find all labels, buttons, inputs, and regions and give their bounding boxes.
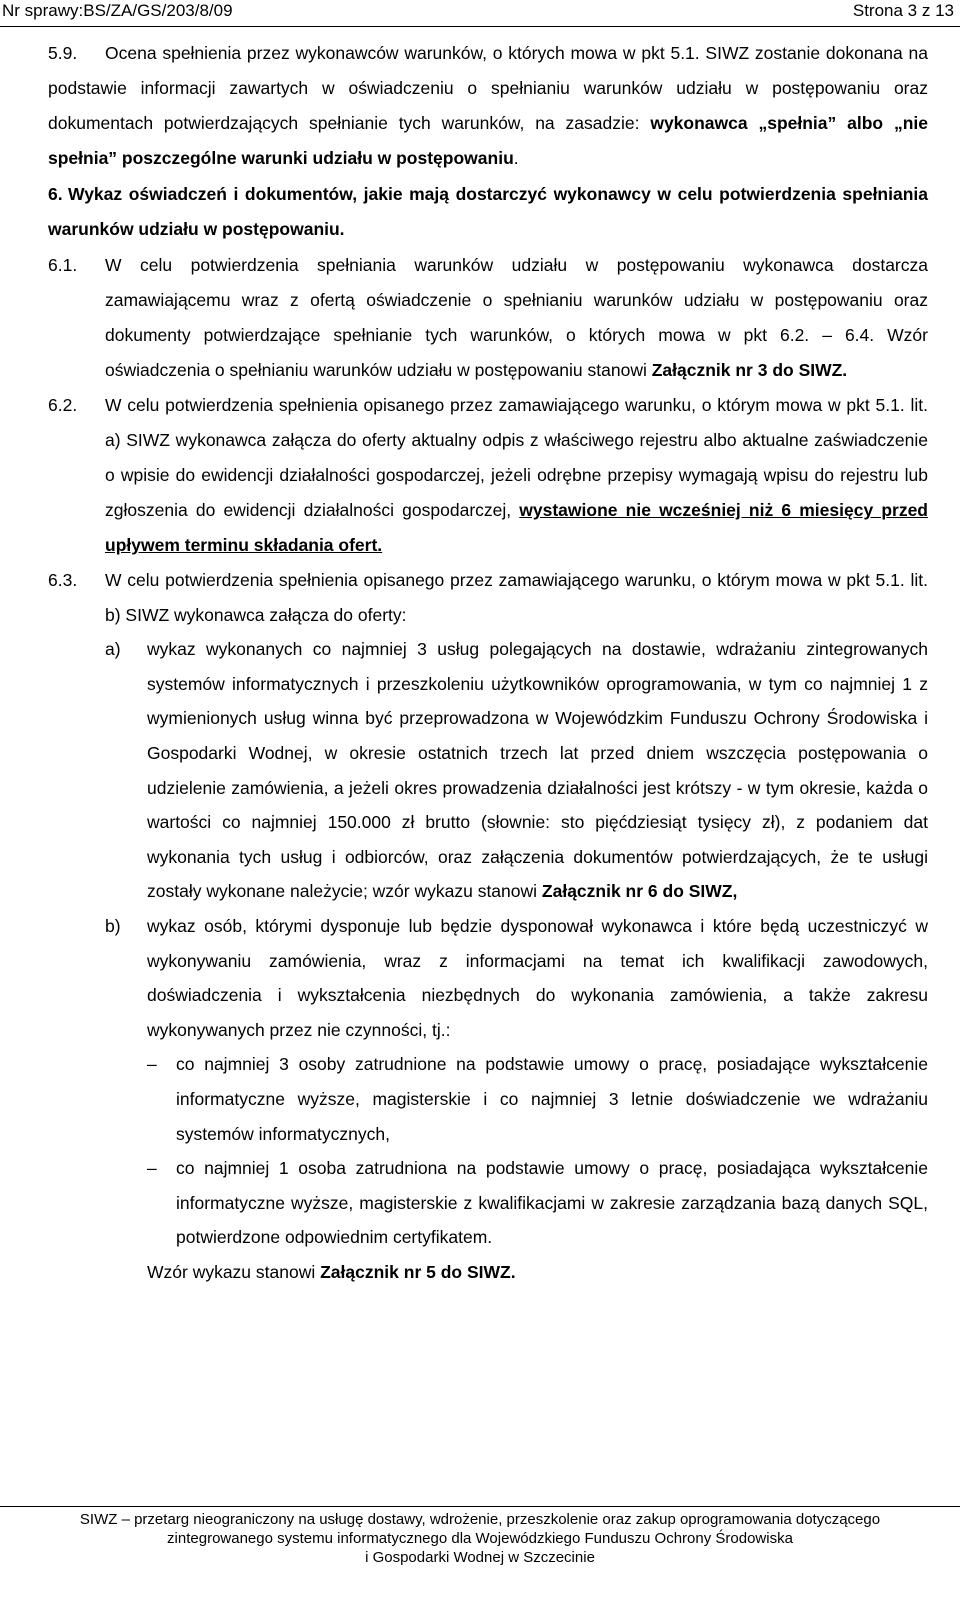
underlined-requirement: wystawione nie wcześniej niż 6 miesięcy przed upływem terminu składania ofert. — [105, 500, 929, 555]
template-note — [147, 1255, 928, 1290]
section-6-2 — [48, 388, 928, 563]
paragraph-text: Ocena spełnienia przez wykonawców warunków, o których mowa w pkt 5.1. SIWZ zostanie dokonana na podstawie informacji zawartych w oświadczeniu o spełnianiu warunków udziału w postępowaniu oraz dokumentach potwierdzających spełnianie tych warunków, na zasadzie: — [48, 43, 928, 133]
section-number: 6.1. — [48, 255, 78, 275]
footer-line: SIWZ – przetarg nieograniczony na usługę dostawy, wdrożenie, przeszkolenie oraz zakup oprogramowania dotyczącego — [79, 1511, 881, 1528]
section-6-1 — [48, 248, 928, 388]
footer-line: i Gospodarki Wodnej w Szczecinie — [365, 1549, 595, 1566]
template-note-text: Wzór wykazu stanowi — [147, 1261, 321, 1282]
paragraph-text: W celu potwierdzenia spełnienia opisanego przez zamawiającego warunku, o którym mowa w pkt 5.1. lit. b) SIWZ wykonawca załącza do oferty: — [105, 570, 928, 625]
section-6-3 — [48, 563, 928, 1289]
page-number: Strona 3 z 13 — [852, 1, 954, 20]
document-body — [48, 36, 928, 1289]
section-number: 6. — [48, 184, 63, 204]
section-heading: Wykaz oświadczeń i dokumentów, jakie mają dostarczyć wykonawcy w celu potwierdzenia spełniania warunków udziału w postępowaniu. — [48, 184, 928, 239]
dash-list — [147, 1047, 928, 1255]
dash-item — [147, 1151, 928, 1255]
paragraph-text: W celu potwierdzenia spełniania warunków udziału w postępowaniu wykonawca dostarcza zamawiającemu wraz z ofertą oświadczenie o spełnianiu warunków udziału w postępowaniu oraz dokumenty potwierdzające spełnianie tych warunków, o których mowa w pkt 6.2. – 6.4. Wzór oświadczenia o spełnianiu warunków udziału w postępowaniu stanowi — [105, 255, 928, 380]
case-number: Nr sprawy:BS/ZA/GS/203/8/09 — [2, 1, 233, 20]
section-number: 6.2. — [48, 395, 78, 415]
dash-item — [147, 1047, 928, 1151]
dash-icon: – — [147, 1158, 157, 1179]
footer-line: zintegrowanego systemu informatycznego dla Wojewódzkiego Funduszu Ochrony Środowiska — [167, 1530, 793, 1547]
list-item-b — [105, 909, 928, 1290]
section-number: 5.9. — [48, 43, 78, 63]
dash-item-text: co najmniej 1 osoba zatrudniona na podstawie umowy o pracę, posiadająca wykształcenie informatyczne wyższe, magisterskie z kwalifikacjami w zakresie zarządzania bazą danych SQL, potwierdzone odpowiednim certyfikatem. — [176, 1158, 928, 1248]
section-6-heading — [48, 177, 928, 247]
paragraph-end: . — [513, 148, 519, 168]
list-label: b) — [105, 915, 121, 936]
dash-item-text: co najmniej 3 osoby zatrudnione na podstawie umowy o pracę, posiadające wykształcenie informatyczne wyższe, magisterskie i co najmniej 3 letnie doświadczenie we wdrażaniu systemów informatycznych, — [176, 1054, 928, 1144]
list-label: a) — [105, 639, 121, 660]
list-item-text: wykaz wykonanych co najmniej 3 usług polegających na dostawie, wdrażaniu zintegrowanych systemów informatycznych i przeszkoleniu użytkowników oprogramowania, w tym co najmniej 1 z wymienionych usług winna być przeprowadzona w Wojewódzkim Funduszu Ochrony Środowiska i Gospodarki Wodnej, w okresie ostatnich trzech lat przed dniem wszczęcia postępowania o udzielenie zamówienia, a jeżeli okres prowadzenia działalności jest krótszy - w tym okresie, każda o wartości co najmniej 150.000 zł brutto (słownie: sto pięćdziesiąt tysięcy zł), z podaniem dat wykonania tych usług i odbiorców, oraz załączenia dokumentów potwierdzających, że te usługi zostały wykonane należycie; wzór wykazu stanowi — [147, 639, 928, 902]
attachment-reference: Załącznik nr 3 do SIWZ. — [651, 360, 848, 380]
page-header — [0, 0, 960, 27]
attachment-reference: Załącznik nr 6 do SIWZ, — [541, 881, 738, 902]
list-item-a — [105, 632, 928, 909]
section-number: 6.3. — [48, 570, 78, 590]
attachment-reference: Załącznik nr 5 do SIWZ. — [320, 1261, 516, 1282]
dash-icon: – — [147, 1054, 157, 1075]
paragraph-text: W celu potwierdzenia spełnienia opisanego przez zamawiającego warunku, o którym mowa w pkt 5.1. lit. a) SIWZ wykonawca załącza do oferty aktualny odpis z właściwego rejestru albo aktualne zaświadczenie o wpisie do ewidencji działalności gospodarczej, jeżeli odrębne przepisy wymagają wpisu do rejestru lub zgłoszenia do ewidencji działalności gospodarczej, — [105, 395, 928, 520]
section-5-9 — [48, 36, 928, 176]
bold-text: wykonawca „spełnia” albo „nie spełnia” poszczególne warunki udziału w postępowaniu — [48, 113, 928, 168]
list-item-text: wykaz osób, którymi dysponuje lub będzie dysponował wykonawca i które będą uczestniczyć w wykonywaniu zamówienia, wraz z informacjami na temat ich kwalifikacji zawodowych, doświadczenia i wykształcenia niezbędnych do wykonania zamówienia, a także zakresu wykonywanych przez nie czynności, tj.: — [147, 915, 928, 1040]
page-footer — [0, 1506, 960, 1567]
